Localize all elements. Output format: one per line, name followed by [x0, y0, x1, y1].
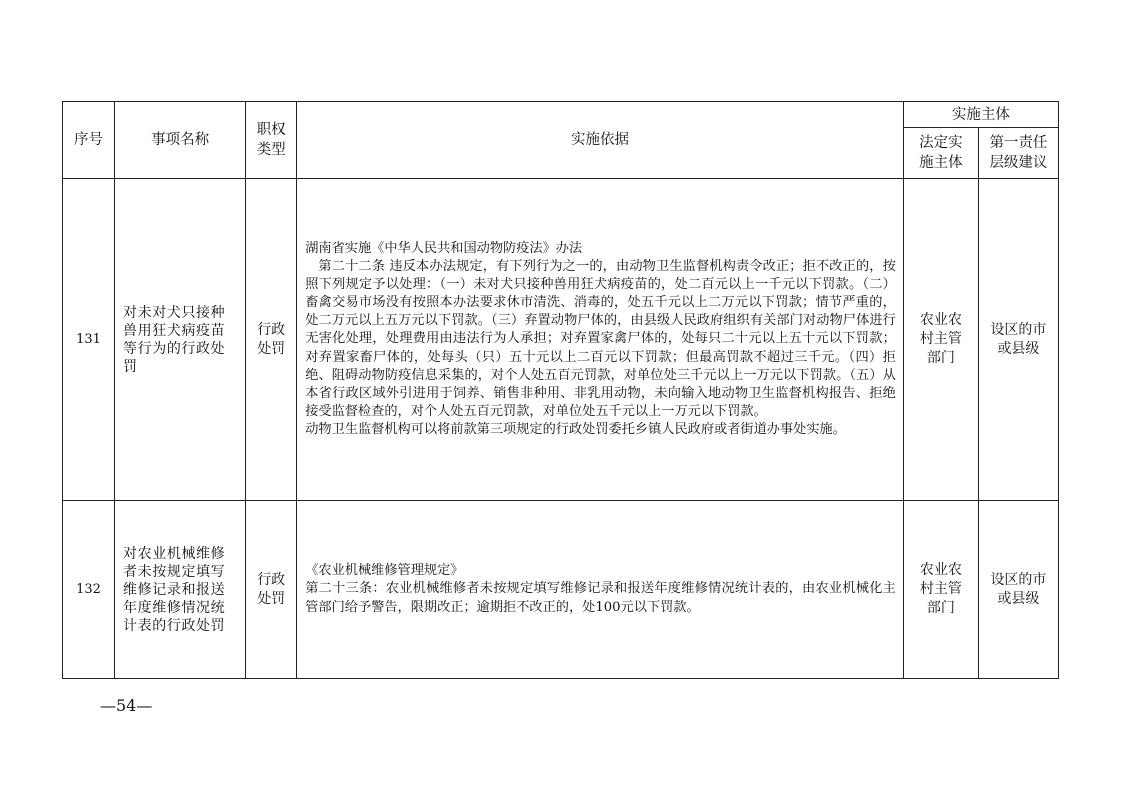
row-first-level: 设区的市 或县级 [978, 501, 1058, 679]
header-first-level: 第一责任 层级建议 [978, 128, 1058, 179]
basis-note: 动物卫生监督机构可以将前款第三项规定的行政处罚委托乡镇人民政府或者街道办事处实施。 [305, 421, 846, 437]
row-item-name: 对未对犬只接种兽用狂犬病疫苗等行为的行政处罚 [115, 179, 246, 501]
row-basis [297, 501, 904, 679]
row-legal-subject: 农业农 村主管 部门 [903, 179, 978, 501]
enforcement-table [62, 101, 1059, 679]
table-row [63, 179, 1059, 501]
basis-article: 第二十三条：农业机械维修者未按规定填写维修记录和报送年度维修情况统计表的，由农业机械化主管部门给予警告，限期改正；逾期拒不改正的，处100元以下罚款。 [305, 581, 896, 615]
basis-title: 《农业机械维修管理规定》 [305, 563, 464, 579]
row-seq: 131 [63, 179, 115, 501]
row-seq: 132 [63, 501, 115, 679]
page-number: —54— [100, 696, 153, 715]
header-type: 职权 类型 [246, 102, 297, 179]
row-authority-type: 行政 处罚 [246, 179, 297, 501]
table-row [63, 501, 1059, 679]
header-legal-subject: 法定实 施主体 [903, 128, 978, 179]
header-seq: 序号 [63, 102, 115, 179]
header-row-top [63, 102, 1059, 128]
row-item-name: 对农业机械维修者未按规定填写维修记录和报送年度维修情况统计表的行政处罚 [115, 501, 246, 679]
basis-title: 湖南省实施《中华人民共和国动物防疫法》办法 [305, 240, 583, 256]
basis-article: 第二十二条 违反本办法规定，有下列行为之一的，由动物卫生监督机构责令改正；拒不改正的，按照下列规定予以处理：（一）未对犬只接种兽用狂犬病疫苗的，处二百元以上一千元以下罚款。（二）畜禽交易市场没有按照本办法要求休市清洗、消毒的，处五千元以上二万元以下罚款；情节严重的，处二万元以上五万元以下罚款。（三）弃置动物尸体的，由县级人民政府组织有关部门对动物尸体进行无害化处理，处理费用由违法行为人承担；对弃置家禽尸体的，处每只二十元以上五十元以下罚款；对弃置家畜尸体的，处每头（只）五十元以上二百元以下罚款；但最高罚款不超过三千元。（四）拒绝、阻碍动物防疫信息采集的，对个人处五百元罚款，对单位处三千元以上一万元以下罚款。（五）从本省行政区域外引进用于饲养、销售非种用、非乳用动物，未向输入地动物卫生监督机构报告、拒绝接受监督检查的，对个人处五百元罚款，对单位处五千元以上一万元以下罚款。 [305, 259, 896, 419]
header-name: 事项名称 [115, 102, 246, 179]
row-legal-subject: 农业农 村主管 部门 [903, 501, 978, 679]
row-basis [297, 179, 904, 501]
row-authority-type: 行政 处罚 [246, 501, 297, 679]
header-basis: 实施依据 [297, 102, 904, 179]
row-first-level: 设区的市 或县级 [978, 179, 1058, 501]
header-subject-group: 实施主体 [903, 102, 1058, 128]
